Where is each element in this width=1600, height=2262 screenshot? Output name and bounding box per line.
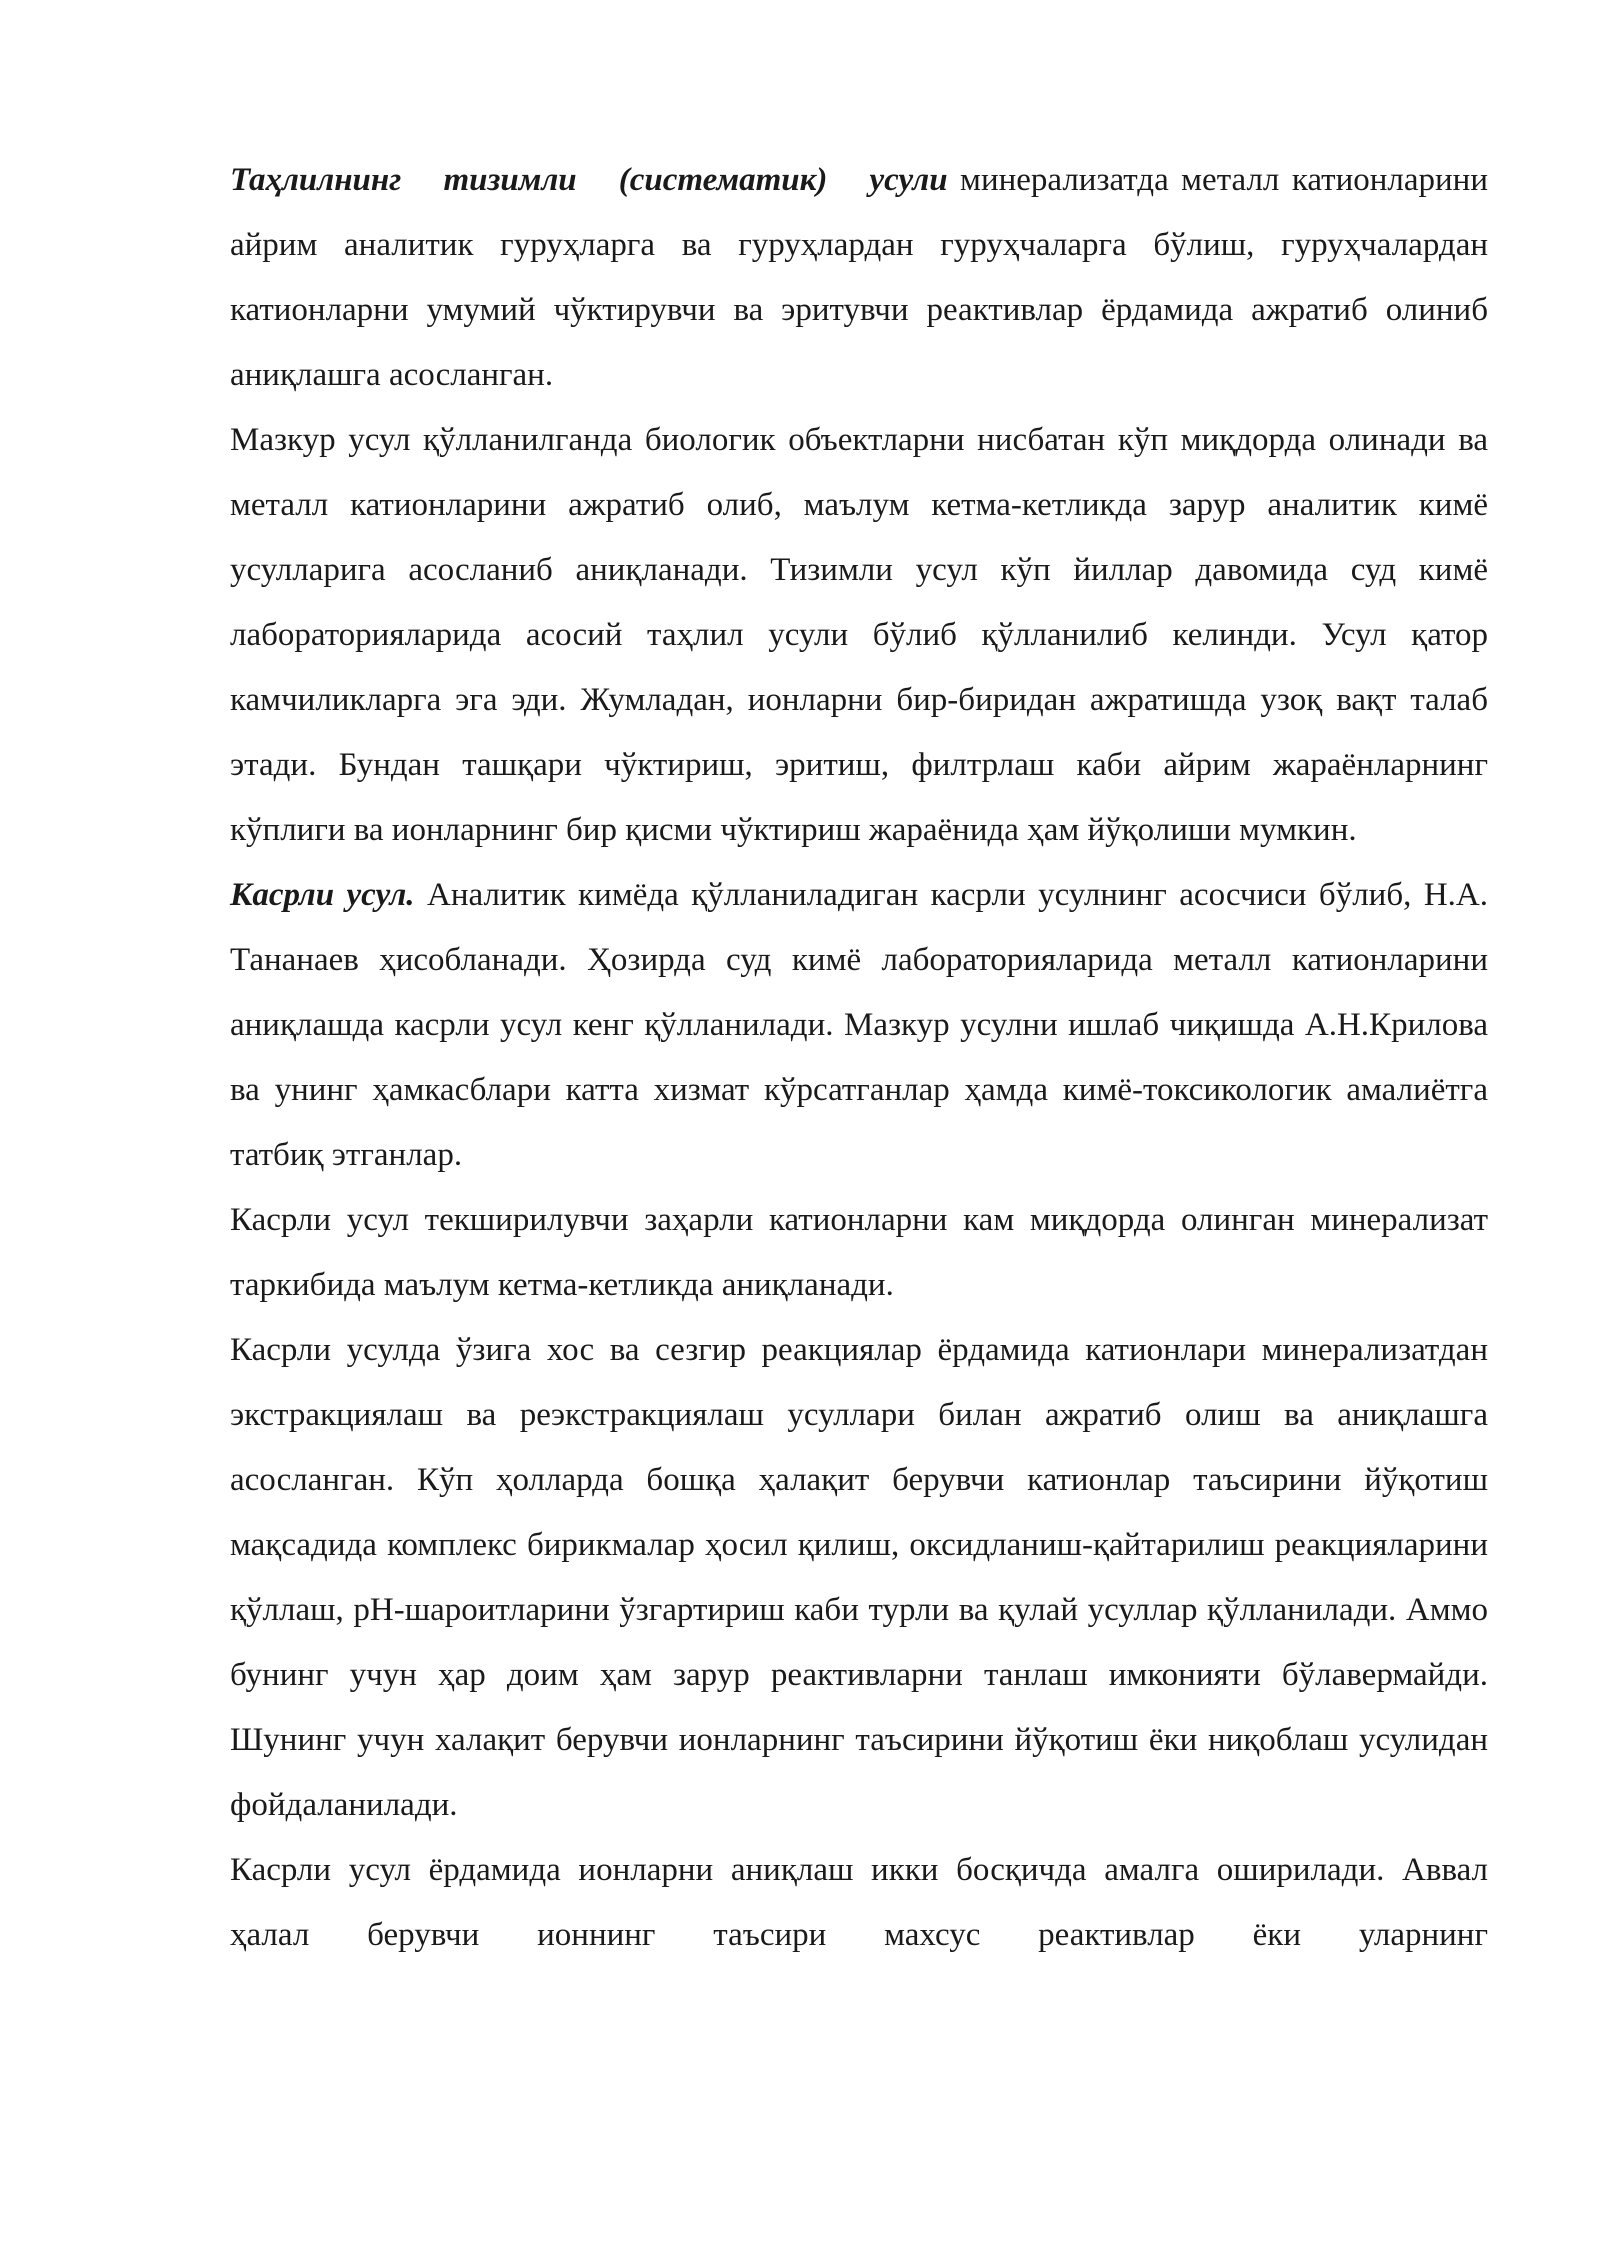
paragraph-method-usage	[230, 408, 1488, 863]
document-page	[230, 148, 1488, 1968]
paragraph-fractional-reactions	[230, 1318, 1488, 1838]
paragraph-fractional-analysis	[230, 1188, 1488, 1318]
paragraph-text: Касрли усул текширилувчи заҳарли катионларни кам миқдорда олинган минерализат таркибида маълум кетма-кетликда аниқланади.	[230, 1202, 1488, 1303]
heading-systematic-method: Таҳлилнинг тизимли (систематик) усули	[230, 162, 948, 198]
heading-fractional-method: Касрли усул.	[230, 877, 415, 913]
paragraph-text: Касрли усул ёрдамида ионларни аниқлаш икки босқичда амалга оширилади. Аввал ҳалал берувчи ионнинг таъсири махсус реактивлар ёки уларнинг	[230, 1852, 1488, 1953]
paragraph-systematic-method	[230, 148, 1488, 408]
paragraph-fractional-method	[230, 863, 1488, 1188]
paragraph-text: Мазкур усул қўлланилганда биологик объектларни нисбатан кўп миқдорда олинади ва металл катионларини ажратиб олиб, маълум кетма-кетликда зарур аналитик кимё усулларига асосланиб аниқланади. Тизимли усул кўп йиллар давомида суд кимё лабораторияларида асосий таҳлил усули бўлиб қўлланилиб келинди. Усул қатор камчиликларга эга эди. Жумладан, ионларни бир-биридан ажратишда узоқ вақт талаб этади. Бундан ташқари чўктириш, эритиш, филтрлаш каби айрим жараёнларнинг кўплиги ва ионларнинг бир қисми чўктириш жараёнида ҳам йўқолиши мумкин.	[230, 422, 1488, 848]
paragraph-text: минерализатда металл катионларини айрим аналитик гуруҳларга ва гуруҳлардан гуруҳчаларга бўлиш, гуруҳчалардан катионларни умумий чўктирувчи ва эритувчи реактивлар ёрдамида ажратиб олиниб аниқлашга асосланган.	[230, 162, 1489, 393]
paragraph-text: Аналитик кимёда қўлланиладиган касрли усулнинг асосчиси бўлиб, Н.А. Тананаев ҳисобланади. Ҳозирда суд кимё лабораторияларида металл катионларини аниқлашда касрли усул кенг қўлланилади. Мазкур усулни ишлаб чиқишда А.Н.Крилова ва унинг ҳамкасблари катта хизмат кўрсатганлар ҳамда кимё-токсикологик амалиётга татбиқ этганлар.	[230, 877, 1488, 1173]
paragraph-two-stages	[230, 1838, 1488, 1968]
paragraph-text: Касрли усулда ўзига хос ва сезгир реакциялар ёрдамида катионлари минерализатдан экстракциялаш ва реэкстракциялаш усуллари билан ажратиб олиш ва аниқлашга асосланган. Кўп ҳолларда бошқа ҳалақит берувчи катионлар таъсирини йўқотиш мақсадида комплекс бирикмалар ҳосил қилиш, оксидланиш-қайтарилиш реакцияларини қўллаш, рН-шароитларини ўзгартириш каби турли ва қулай усуллар қўлланилади. Аммо бунинг учун ҳар доим ҳам зарур реактивларни танлаш имконияти бўлавермайди. Шунинг учун халақит берувчи ионларнинг таъсирини йўқотиш ёки ниқоблаш усулидан фойдаланилади.	[230, 1332, 1488, 1823]
